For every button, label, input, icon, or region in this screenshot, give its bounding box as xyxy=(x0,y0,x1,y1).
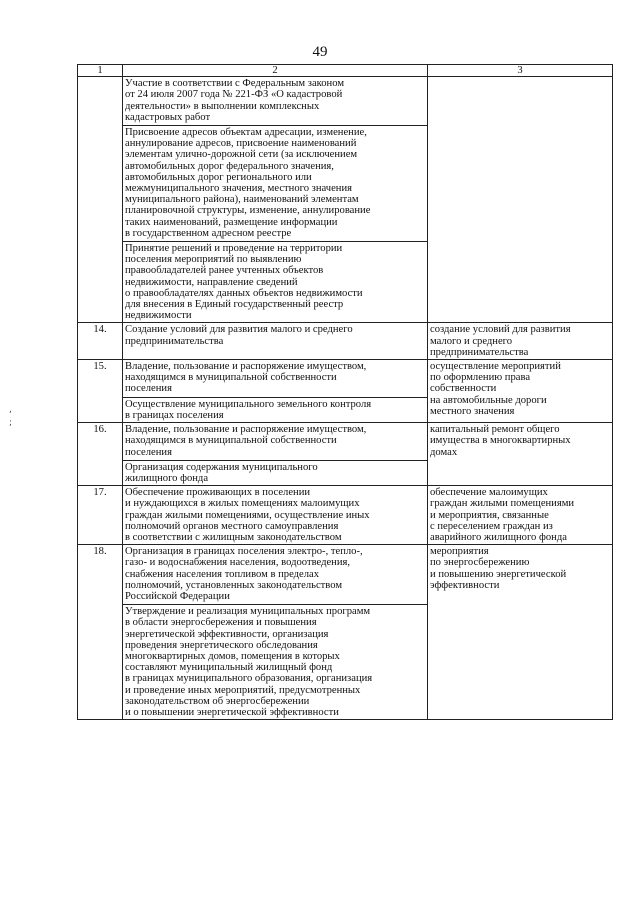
power-item: Осуществление муниципального земельного контроля в границах поселения xyxy=(123,397,427,421)
power-item: Участие в соответствии с Федеральным законом от 24 июля 2007 года № 221-ФЗ «О кадастровой деятельности» в выполнении комплексных кадастровых работ xyxy=(125,78,345,123)
document-table xyxy=(77,64,613,720)
powers-cell xyxy=(123,77,428,323)
table-row xyxy=(78,323,613,360)
page-number: 49 xyxy=(312,44,328,60)
column-header: 3 xyxy=(428,65,613,77)
power-item: Обеспечение проживающих в поселении и нуждающихся в жилых помещениях малоимущих граждан жилыми помещениями, осуществление иных полномочий органов местного самоуправления в соответствии с жилищным законодательством xyxy=(125,487,370,543)
column-header: 1 xyxy=(78,65,123,77)
power-item: Организация содержания муниципального жилищного фонда xyxy=(123,460,427,484)
powers-cell xyxy=(123,486,428,545)
table-row xyxy=(78,486,613,545)
row-number: 18. xyxy=(78,545,123,720)
scan-mark: ; xyxy=(9,418,13,428)
power-item: Присвоение адресов объектам адресации, изменение, аннулирование адресов, присвоение наименований элементам улично-дорожной сети (за исключением автомобильных дорог федерального значения, автомобильных дорог регионального или межмуниципального значения, местного значения муниципального района), наименований элементам планировочной структуры, изменение, аннулирование таких наименований, размещение информации в государственном адресном реестре xyxy=(123,125,427,239)
power-item: Утверждение и реализация муниципальных программ в области энергосбережения и повышения энергетической эффективности, организация проведения энергетического обследования многоквартирных домов, помещения в которых составляют муниципальный жилищный фонд в границах муниципального образования, организация и проведение иных мероприятий, предусмотренных законодательством об энергосбережении и о повышении энергетической эффективности xyxy=(123,604,427,718)
power-item: Владение, пользование и распоряжение имуществом, находящимся в муниципальной собственности поселения xyxy=(125,424,367,458)
table-header-row xyxy=(78,65,613,77)
powers-cell xyxy=(123,423,428,486)
measures-cell: мероприятия по энергосбережению и повышению энергетической эффективности xyxy=(428,545,613,720)
table-body xyxy=(78,77,613,720)
measures-cell xyxy=(428,77,613,323)
column-header: 2 xyxy=(123,65,428,77)
measures-cell: капитальный ремонт общего имущества в многоквартирных домах xyxy=(428,423,613,486)
power-item: Организация в границах поселения электро-, тепло-, газо- и водоснабжения населения, водоотведения, снабжения населения топливом в пределах полномочий, установленных законодательством Российской Федерации xyxy=(125,546,363,602)
table-row xyxy=(78,77,613,323)
power-item: Создание условий для развития малого и среднего предпринимательства xyxy=(125,324,353,347)
table-row xyxy=(78,545,613,720)
measures-cell: осуществление мероприятий по оформлению права собственности на автомобильные дороги местного значения xyxy=(428,360,613,423)
measures-cell: создание условий для развития малого и среднего предпринимательства xyxy=(428,323,613,360)
row-number: 16. xyxy=(78,423,123,486)
row-number: 17. xyxy=(78,486,123,545)
powers-cell xyxy=(123,323,428,360)
row-number: 14. xyxy=(78,323,123,360)
table-row xyxy=(78,423,613,486)
powers-cell xyxy=(123,360,428,423)
powers-cell xyxy=(123,545,428,720)
row-number: 15. xyxy=(78,360,123,423)
scan-mark: , xyxy=(9,405,12,415)
power-item: Владение, пользование и распоряжение имуществом, находящимся в муниципальной собственности поселения xyxy=(125,361,367,395)
measures-cell: обеспечение малоимущих граждан жилыми помещениями и мероприятия, связанные с переселением граждан из аварийного жилищного фонда xyxy=(428,486,613,545)
power-item: Принятие решений и проведение на территории поселения мероприятий по выявлению правообладателей ранее учтенных объектов недвижимости, направление сведений о правообладателях данных объектов недвижимости для внесения в Единый государственный реестр недвижимости xyxy=(123,241,427,321)
table-row xyxy=(78,360,613,423)
row-number xyxy=(78,77,123,323)
